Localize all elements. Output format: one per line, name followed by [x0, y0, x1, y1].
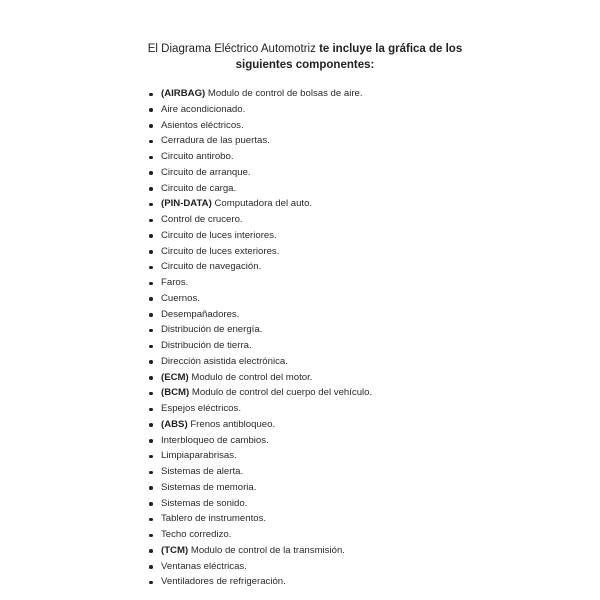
component-text: Desempañadores.	[161, 308, 240, 320]
list-item	[148, 291, 372, 307]
component-code: (AIRBAG)	[161, 88, 206, 99]
component-text: Ventiladores de refrigeración.	[161, 576, 286, 588]
component-text: Modulo de control del motor.	[188, 371, 313, 383]
list-item	[148, 118, 372, 134]
component-code: (PIN-DATA)	[161, 198, 212, 210]
list-item	[148, 244, 372, 260]
bullet-icon	[149, 471, 153, 475]
component-text: Circuito de luces interiores.	[161, 229, 277, 241]
bullet-icon	[149, 549, 153, 553]
component-text: Computadora del auto.	[211, 198, 313, 210]
component-text: Circuito de arranque.	[161, 166, 251, 178]
component-text: Control de crucero.	[161, 214, 243, 225]
list-item	[148, 527, 372, 543]
bullet-icon	[149, 234, 153, 238]
bullet-icon	[149, 565, 153, 569]
list-item	[148, 307, 372, 323]
bullet-icon	[149, 140, 153, 144]
component-code: (BCM)	[161, 387, 190, 399]
component-text: Limpiaparabrisas.	[161, 450, 237, 462]
bullet-icon	[149, 408, 153, 412]
bullet-icon	[149, 423, 153, 427]
list-item	[148, 559, 372, 575]
component-text: Circuito antirobo.	[161, 151, 234, 162]
bullet-icon	[149, 187, 153, 191]
component-text: Circuito de carga.	[161, 182, 237, 194]
bullet-icon	[149, 156, 153, 160]
bullet-icon	[149, 518, 153, 522]
list-item	[148, 196, 372, 212]
component-text: Modulo de control del cuerpo del vehículo.	[189, 387, 373, 399]
list-item	[148, 133, 372, 149]
component-text: Dirección asistida electrónica.	[161, 355, 288, 367]
component-text: Cuernos.	[161, 292, 200, 304]
component-list	[148, 86, 372, 590]
bullet-icon	[149, 486, 153, 490]
bullet-icon	[149, 455, 153, 459]
bullet-icon	[149, 360, 153, 364]
component-text: Faros.	[161, 277, 189, 288]
bullet-icon	[149, 502, 153, 506]
list-item	[148, 228, 372, 244]
intro-heading	[120, 41, 490, 73]
list-item	[148, 433, 372, 449]
component-text: Techo corredizo.	[161, 529, 232, 540]
bullet-icon	[149, 124, 153, 128]
list-item	[148, 212, 372, 228]
list-item	[148, 417, 372, 433]
component-text: Tablero de instrumentos.	[161, 513, 267, 525]
component-text: Interbloqueo de cambios.	[161, 434, 269, 446]
intro-heading-bold: te incluye la gráfica de los siguientes componentes:	[235, 43, 463, 71]
bullet-icon	[149, 93, 153, 97]
bullet-icon	[149, 219, 153, 223]
bullet-icon	[149, 282, 153, 286]
list-item	[148, 259, 372, 275]
list-item	[148, 448, 372, 464]
list-item	[148, 543, 372, 559]
bullet-icon	[149, 439, 153, 443]
bullet-icon	[149, 376, 153, 380]
list-item	[148, 354, 372, 370]
component-text: Modulo de control de bolsas de aire.	[205, 88, 363, 99]
bullet-icon	[149, 266, 153, 270]
component-text: Distribución de tierra.	[161, 340, 252, 351]
list-item	[148, 322, 372, 338]
component-code: (TCM)	[161, 544, 189, 556]
component-text: Ventanas eléctricas.	[161, 560, 247, 572]
bullet-icon	[149, 581, 153, 585]
list-item	[148, 86, 372, 102]
list-item	[148, 464, 372, 480]
list-item	[148, 275, 372, 291]
component-text: Modulo de control de la transmisión.	[188, 544, 345, 556]
bullet-icon	[149, 313, 153, 317]
component-code: (ABS)	[161, 418, 188, 430]
bullet-icon	[149, 203, 153, 207]
list-item	[148, 401, 372, 417]
component-text: Sistemas de sonido.	[161, 497, 248, 509]
list-item	[148, 102, 372, 118]
component-code: (ECM)	[161, 371, 189, 383]
bullet-icon	[149, 534, 153, 538]
list-item	[148, 511, 372, 527]
list-item	[148, 165, 372, 181]
component-text: Aire acondicionado.	[161, 103, 246, 115]
component-text: Sistemas de alerta.	[161, 466, 244, 477]
list-item	[148, 496, 372, 512]
bullet-icon	[149, 329, 153, 333]
list-item	[148, 480, 372, 496]
intro-heading-normal: El Diagrama Eléctrico Automotriz	[147, 43, 320, 55]
component-text: Espejos eléctricos.	[161, 403, 241, 414]
component-text: Sistemas de memoria.	[161, 481, 257, 493]
component-text: Distribución de energía.	[161, 324, 263, 336]
bullet-icon	[149, 171, 153, 175]
component-text: Circuito de navegación.	[161, 261, 262, 273]
list-item	[148, 338, 372, 354]
list-item	[148, 181, 372, 197]
list-item	[148, 149, 372, 165]
bullet-icon	[149, 392, 153, 396]
list-item	[148, 574, 372, 590]
component-text: Asientos eléctricos.	[161, 119, 244, 131]
bullet-icon	[149, 345, 153, 349]
component-text: Cerradura de las puertas.	[161, 135, 270, 147]
list-item	[148, 370, 372, 386]
bullet-icon	[149, 108, 153, 112]
bullet-icon	[149, 250, 153, 254]
bullet-icon	[149, 297, 153, 301]
list-item	[148, 385, 372, 401]
component-text: Frenos antibloqueo.	[187, 418, 276, 430]
component-text: Circuito de luces exteriores.	[161, 245, 280, 257]
